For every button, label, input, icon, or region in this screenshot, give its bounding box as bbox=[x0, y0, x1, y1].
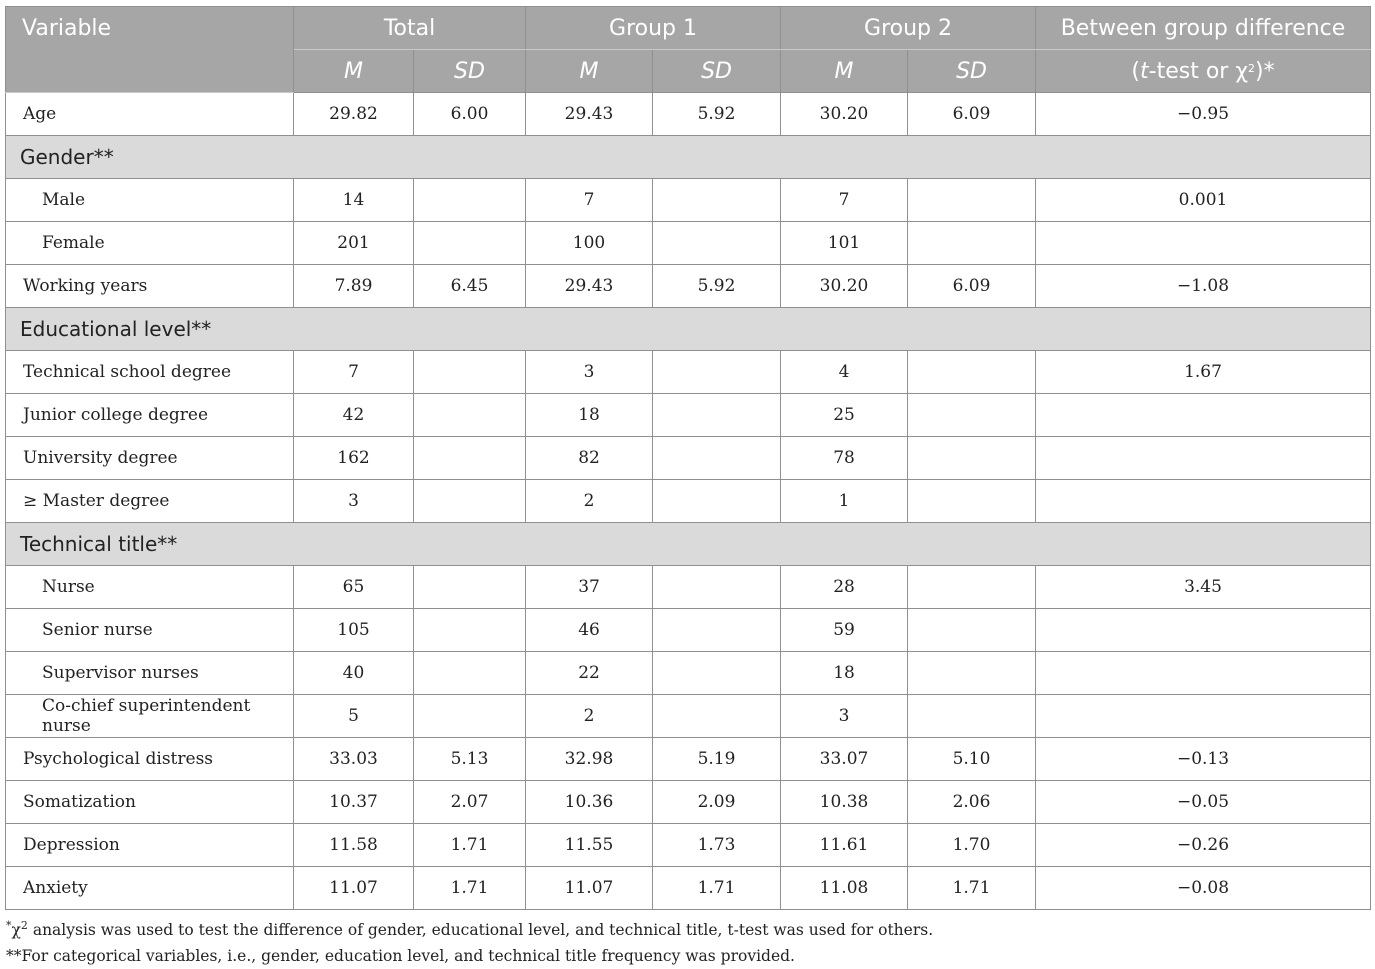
group-2-m-cell: 4 bbox=[781, 351, 908, 394]
table-row bbox=[6, 480, 1371, 523]
table-row bbox=[6, 781, 1371, 824]
total-m-cell: 11.07 bbox=[294, 867, 414, 910]
group-2-sd-cell bbox=[908, 652, 1036, 695]
group-2-sd-cell bbox=[908, 480, 1036, 523]
header-group-2: Group 2 bbox=[781, 7, 1036, 50]
total-m-cell: 65 bbox=[294, 566, 414, 609]
group-1-sd-cell bbox=[653, 566, 781, 609]
group-1-m-cell: 10.36 bbox=[526, 781, 653, 824]
header-group-1-sd: SD bbox=[653, 50, 781, 93]
total-m-cell: 7 bbox=[294, 351, 414, 394]
group-2-m-cell: 28 bbox=[781, 566, 908, 609]
total-sd-cell: 1.71 bbox=[414, 824, 526, 867]
total-sd-cell bbox=[414, 179, 526, 222]
section-row bbox=[6, 523, 1371, 566]
group-2-sd-cell: 1.70 bbox=[908, 824, 1036, 867]
total-sd-cell bbox=[414, 437, 526, 480]
group-1-m-cell: 100 bbox=[526, 222, 653, 265]
demographics-table bbox=[5, 6, 1371, 910]
total-sd-cell bbox=[414, 566, 526, 609]
group-1-m-cell: 37 bbox=[526, 566, 653, 609]
difference-cell bbox=[1036, 695, 1371, 738]
table-row bbox=[6, 394, 1371, 437]
group-1-sd-cell: 1.73 bbox=[653, 824, 781, 867]
group-2-sd-cell: 6.09 bbox=[908, 93, 1036, 136]
group-1-m-cell: 7 bbox=[526, 179, 653, 222]
total-sd-cell: 2.07 bbox=[414, 781, 526, 824]
group-2-m-cell: 25 bbox=[781, 394, 908, 437]
difference-cell: 1.67 bbox=[1036, 351, 1371, 394]
group-1-sd-cell bbox=[653, 652, 781, 695]
group-1-sd-cell: 5.92 bbox=[653, 93, 781, 136]
table-row bbox=[6, 351, 1371, 394]
group-1-m-cell: 2 bbox=[526, 695, 653, 738]
table-row bbox=[6, 609, 1371, 652]
group-2-m-cell: 78 bbox=[781, 437, 908, 480]
group-1-m-cell: 18 bbox=[526, 394, 653, 437]
table-row bbox=[6, 695, 1371, 738]
row-label: Psychological distress bbox=[6, 738, 294, 781]
difference-cell: −1.08 bbox=[1036, 265, 1371, 308]
group-2-sd-cell bbox=[908, 609, 1036, 652]
group-2-sd-cell: 2.06 bbox=[908, 781, 1036, 824]
group-2-m-cell: 11.08 bbox=[781, 867, 908, 910]
group-1-sd-cell bbox=[653, 480, 781, 523]
row-label: Somatization bbox=[6, 781, 294, 824]
table-row bbox=[6, 93, 1371, 136]
header-total: Total bbox=[294, 7, 526, 50]
row-label: Nurse bbox=[6, 566, 294, 609]
table-header bbox=[6, 7, 1371, 93]
group-1-sd-cell bbox=[653, 609, 781, 652]
total-m-cell: 5 bbox=[294, 695, 414, 738]
total-sd-cell bbox=[414, 652, 526, 695]
row-label: Working years bbox=[6, 265, 294, 308]
group-2-m-cell: 30.20 bbox=[781, 265, 908, 308]
footnote-1: $^*\chi^2$ analysis was used to test the difference of gender, educational level, and technical title, t-test was used for others. bbox=[6, 919, 934, 939]
group-2-m-cell: 3 bbox=[781, 695, 908, 738]
group-2-sd-cell bbox=[908, 437, 1036, 480]
total-m-cell: 14 bbox=[294, 179, 414, 222]
group-2-sd-cell: 1.71 bbox=[908, 867, 1036, 910]
difference-cell: 0.001 bbox=[1036, 179, 1371, 222]
total-m-cell: 11.58 bbox=[294, 824, 414, 867]
group-2-m-cell: 10.38 bbox=[781, 781, 908, 824]
header-total-m: M bbox=[294, 50, 414, 93]
row-label: Male bbox=[6, 179, 294, 222]
total-sd-cell bbox=[414, 695, 526, 738]
table-row bbox=[6, 867, 1371, 910]
total-sd-cell bbox=[414, 222, 526, 265]
difference-cell: −0.05 bbox=[1036, 781, 1371, 824]
header-total-sd: SD bbox=[414, 50, 526, 93]
group-2-m-cell: 18 bbox=[781, 652, 908, 695]
difference-cell: −0.13 bbox=[1036, 738, 1371, 781]
group-2-m-cell: 7 bbox=[781, 179, 908, 222]
table-body bbox=[6, 93, 1371, 910]
table-row bbox=[6, 824, 1371, 867]
group-1-m-cell: 22 bbox=[526, 652, 653, 695]
total-sd-cell: 6.00 bbox=[414, 93, 526, 136]
group-1-sd-cell bbox=[653, 394, 781, 437]
table-row bbox=[6, 566, 1371, 609]
group-1-m-cell: 11.07 bbox=[526, 867, 653, 910]
row-label: Supervisor nurses bbox=[6, 652, 294, 695]
difference-cell: −0.95 bbox=[1036, 93, 1371, 136]
row-label: Anxiety bbox=[6, 867, 294, 910]
section-row bbox=[6, 308, 1371, 351]
group-1-sd-cell: 1.71 bbox=[653, 867, 781, 910]
row-label: Technical school degree bbox=[6, 351, 294, 394]
group-1-m-cell: 11.55 bbox=[526, 824, 653, 867]
group-2-sd-cell bbox=[908, 222, 1036, 265]
difference-cell: 3.45 bbox=[1036, 566, 1371, 609]
header-group-1: Group 1 bbox=[526, 7, 781, 50]
difference-cell bbox=[1036, 222, 1371, 265]
total-sd-cell bbox=[414, 351, 526, 394]
total-m-cell: 40 bbox=[294, 652, 414, 695]
group-2-sd-cell: 5.10 bbox=[908, 738, 1036, 781]
header-test-type: (t-test or $\chi^2)*$ bbox=[1036, 50, 1371, 93]
row-label: Depression bbox=[6, 824, 294, 867]
header-group-2-sd: SD bbox=[908, 50, 1036, 93]
group-2-sd-cell bbox=[908, 566, 1036, 609]
group-2-sd-cell bbox=[908, 351, 1036, 394]
group-1-sd-cell bbox=[653, 222, 781, 265]
difference-cell: −0.26 bbox=[1036, 824, 1371, 867]
group-1-m-cell: 29.43 bbox=[526, 265, 653, 308]
group-1-sd-cell bbox=[653, 351, 781, 394]
group-2-m-cell: 59 bbox=[781, 609, 908, 652]
table-row bbox=[6, 222, 1371, 265]
row-label: University degree bbox=[6, 437, 294, 480]
group-2-sd-cell bbox=[908, 695, 1036, 738]
total-sd-cell bbox=[414, 609, 526, 652]
header-group-1-m: M bbox=[526, 50, 653, 93]
total-m-cell: 42 bbox=[294, 394, 414, 437]
group-1-sd-cell: 5.19 bbox=[653, 738, 781, 781]
table-row bbox=[6, 179, 1371, 222]
difference-cell bbox=[1036, 652, 1371, 695]
group-1-sd-cell bbox=[653, 437, 781, 480]
group-1-sd-cell bbox=[653, 695, 781, 738]
table-row bbox=[6, 437, 1371, 480]
row-label: Junior college degree bbox=[6, 394, 294, 437]
group-2-sd-cell bbox=[908, 394, 1036, 437]
group-1-m-cell: 3 bbox=[526, 351, 653, 394]
table-footnotes bbox=[6, 918, 933, 968]
total-m-cell: 29.82 bbox=[294, 93, 414, 136]
row-label: Age bbox=[6, 93, 294, 136]
difference-cell bbox=[1036, 480, 1371, 523]
group-1-m-cell: 32.98 bbox=[526, 738, 653, 781]
total-m-cell: 7.89 bbox=[294, 265, 414, 308]
group-2-m-cell: 1 bbox=[781, 480, 908, 523]
difference-cell bbox=[1036, 437, 1371, 480]
total-m-cell: 33.03 bbox=[294, 738, 414, 781]
total-m-cell: 105 bbox=[294, 609, 414, 652]
group-2-m-cell: 101 bbox=[781, 222, 908, 265]
header-variable: Variable bbox=[6, 7, 294, 93]
header-between-group-difference: Between group difference bbox=[1036, 7, 1371, 50]
group-2-m-cell: 30.20 bbox=[781, 93, 908, 136]
total-m-cell: 3 bbox=[294, 480, 414, 523]
table-row bbox=[6, 652, 1371, 695]
row-label: Senior nurse bbox=[6, 609, 294, 652]
group-2-sd-cell: 6.09 bbox=[908, 265, 1036, 308]
group-2-m-cell: 33.07 bbox=[781, 738, 908, 781]
total-sd-cell: 6.45 bbox=[414, 265, 526, 308]
group-1-m-cell: 29.43 bbox=[526, 93, 653, 136]
group-1-sd-cell bbox=[653, 179, 781, 222]
group-1-m-cell: 2 bbox=[526, 480, 653, 523]
table-row bbox=[6, 738, 1371, 781]
row-label: Co-chief superintendent nurse bbox=[6, 695, 294, 738]
total-sd-cell bbox=[414, 480, 526, 523]
total-m-cell: 10.37 bbox=[294, 781, 414, 824]
total-m-cell: 162 bbox=[294, 437, 414, 480]
total-sd-cell bbox=[414, 394, 526, 437]
section-label: Technical title** bbox=[6, 523, 1371, 566]
total-sd-cell: 5.13 bbox=[414, 738, 526, 781]
footnote-2: **For categorical variables, i.e., gender, education level, and technical title frequency was provided. bbox=[6, 947, 795, 965]
total-m-cell: 201 bbox=[294, 222, 414, 265]
group-2-sd-cell bbox=[908, 179, 1036, 222]
group-1-m-cell: 82 bbox=[526, 437, 653, 480]
table-row bbox=[6, 265, 1371, 308]
group-1-sd-cell: 5.92 bbox=[653, 265, 781, 308]
section-label: Gender** bbox=[6, 136, 1371, 179]
total-sd-cell: 1.71 bbox=[414, 867, 526, 910]
group-1-sd-cell: 2.09 bbox=[653, 781, 781, 824]
difference-cell bbox=[1036, 609, 1371, 652]
header-group-2-m: M bbox=[781, 50, 908, 93]
section-row bbox=[6, 136, 1371, 179]
difference-cell bbox=[1036, 394, 1371, 437]
group-1-m-cell: 46 bbox=[526, 609, 653, 652]
section-label: Educational level** bbox=[6, 308, 1371, 351]
difference-cell: −0.08 bbox=[1036, 867, 1371, 910]
row-label: ≥ Master degree bbox=[6, 480, 294, 523]
group-2-m-cell: 11.61 bbox=[781, 824, 908, 867]
row-label: Female bbox=[6, 222, 294, 265]
